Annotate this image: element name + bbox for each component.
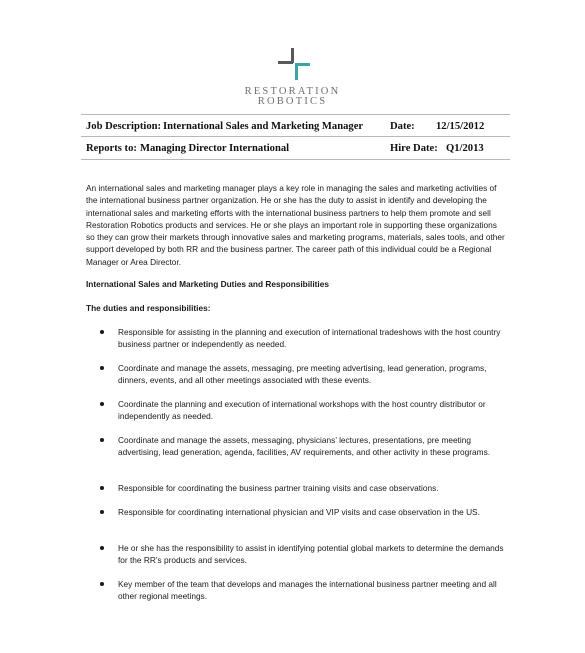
- job-description-value: International Sales and Marketing Manager: [163, 121, 364, 132]
- job-description-label: Job Description:: [86, 121, 162, 132]
- bullet-icon: [100, 438, 104, 442]
- list-item-text: Coordinate and manage the assets, messaging, pre meeting advertising, lead generation, programs, dinners, events, and all other meetings associated with these events.: [118, 363, 487, 385]
- bullet-icon: [100, 546, 104, 550]
- section-title: International Sales and Marketing Duties and Responsibilities: [86, 279, 329, 289]
- date-value: 12/15/2012: [436, 121, 485, 132]
- reports-to-label: Reports to:: [86, 143, 137, 154]
- list-item-text: He or she has the responsibility to assist in identifying potential global markets to determine the demands for the RR’s products and services.: [118, 543, 504, 565]
- list-item-text: Responsible for coordinating the business partner training visits and case observations.: [118, 483, 439, 493]
- list-item-text: Responsible for coordinating international physician and VIP visits and case observation in the US.: [118, 507, 480, 517]
- reports-to-value: Managing Director International: [140, 143, 290, 154]
- hire-date-label: Hire Date:: [390, 143, 438, 154]
- bullet-icon: [100, 510, 104, 514]
- date-label: Date:: [390, 121, 415, 132]
- bullet-icon: [100, 330, 104, 334]
- intro-paragraph: An international sales and marketing manager plays a key role in managing the sales and marketing activities of the international business partner organization. He or she has the duty to assist in identify and developing the international sales and marketing efforts with the international business partners to help them promote and sell Restoration Robotics products and services. He or she plays an important role in supporting these organizations so they can grow their markets through innovative sales and marketing programs, materials, sales tools, and other support developed by both RR and the business partner. The career path of this individual could be a Regional Manager or Area Director.: [86, 183, 505, 267]
- bullet-icon: [100, 486, 104, 490]
- header-top-rule: [81, 114, 510, 115]
- company-logo: [0, 48, 585, 108]
- list-item-text: Coordinate the planning and execution of international workshops with the host country distributor or independently as needed.: [118, 399, 486, 421]
- header-middle-rule: [81, 136, 510, 137]
- list-item-text: Key member of the team that develops and manages the international business partner meeting and all other regional meetings.: [118, 579, 497, 601]
- header-bottom-rule: [81, 159, 510, 160]
- hire-date-value: Q1/2013: [446, 143, 484, 154]
- logo-cross-icon: [278, 48, 310, 80]
- list-item-text: Responsible for assisting in the planning and execution of international tradeshows with the host country business partner or independently as needed.: [118, 327, 501, 349]
- logo-wordmark-line1: RESTORATION: [244, 86, 341, 97]
- bullet-icon: [100, 366, 104, 370]
- bullet-icon: [100, 582, 104, 586]
- bullet-icon: [100, 402, 104, 406]
- list-item-text: Coordinate and manage the assets, messaging, physicians’ lectures, presentations, pre meeting advertising, lead generation, agenda, facilities, AV requirements, and other activity in these programs.: [118, 435, 491, 457]
- duties-title: The duties and responsibilities:: [86, 303, 211, 313]
- logo-wordmark-line2: ROBOTICS: [257, 96, 328, 107]
